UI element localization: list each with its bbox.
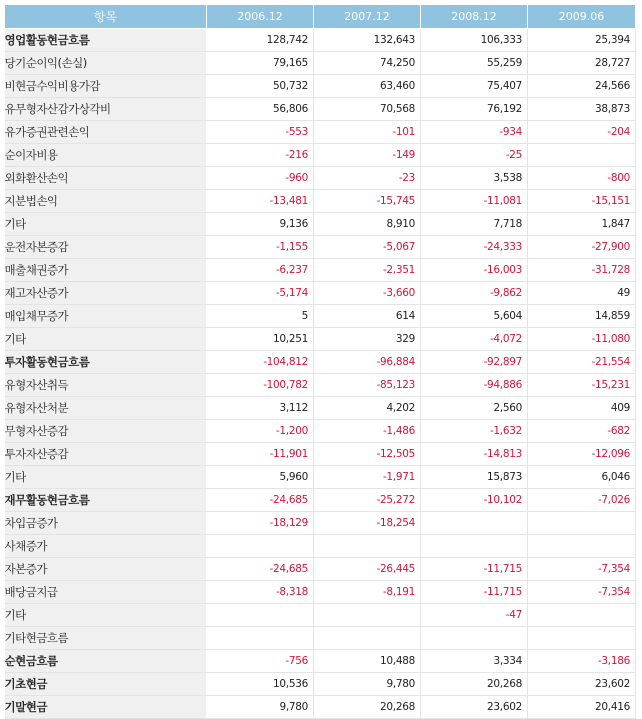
column-header-item: 항목	[5, 5, 207, 29]
value-cell: 5,960	[207, 466, 314, 489]
table-row	[5, 282, 636, 305]
value-cell: -149	[314, 144, 421, 167]
column-header-period: 2008.12	[421, 5, 528, 29]
value-cell: -13,481	[207, 190, 314, 213]
value-cell: 55,259	[421, 52, 528, 75]
value-cell: 23,602	[421, 696, 528, 719]
value-cell: -85,123	[314, 374, 421, 397]
table-body	[5, 29, 636, 719]
row-label: 당기순이익(손실)	[5, 52, 207, 75]
value-cell: 5	[207, 305, 314, 328]
table-row	[5, 420, 636, 443]
value-cell: -12,505	[314, 443, 421, 466]
value-cell: -27,900	[528, 236, 636, 259]
table-row	[5, 351, 636, 374]
table-row	[5, 604, 636, 627]
value-cell: 25,394	[528, 29, 636, 52]
table-row	[5, 213, 636, 236]
value-cell: 24,566	[528, 75, 636, 98]
value-cell: 1,847	[528, 213, 636, 236]
value-cell: 2,560	[421, 397, 528, 420]
table-row	[5, 98, 636, 121]
value-cell: 4,202	[314, 397, 421, 420]
value-cell: 49	[528, 282, 636, 305]
value-cell: -1,155	[207, 236, 314, 259]
value-cell	[314, 535, 421, 558]
value-cell: -1,486	[314, 420, 421, 443]
value-cell: -4,072	[421, 328, 528, 351]
value-cell: -7,026	[528, 489, 636, 512]
value-cell	[528, 144, 636, 167]
row-label: 재고자산증가	[5, 282, 207, 305]
table-row	[5, 443, 636, 466]
value-cell: -24,685	[207, 558, 314, 581]
row-label: 매입채무증가	[5, 305, 207, 328]
value-cell: -25	[421, 144, 528, 167]
row-label: 재무활동현금흐름	[5, 489, 207, 512]
value-cell	[528, 627, 636, 650]
value-cell: -6,237	[207, 259, 314, 282]
value-cell: 50,732	[207, 75, 314, 98]
table-row	[5, 696, 636, 719]
value-cell: 20,268	[421, 673, 528, 696]
table-row	[5, 305, 636, 328]
value-cell: -26,445	[314, 558, 421, 581]
value-cell	[314, 604, 421, 627]
row-label: 유형자산처분	[5, 397, 207, 420]
table-row	[5, 512, 636, 535]
row-label: 기타	[5, 466, 207, 489]
cash-flow-table	[4, 4, 636, 719]
value-cell: -8,318	[207, 581, 314, 604]
value-cell	[207, 604, 314, 627]
value-cell: -9,862	[421, 282, 528, 305]
value-cell: 70,568	[314, 98, 421, 121]
value-cell: 329	[314, 328, 421, 351]
value-cell: 6,046	[528, 466, 636, 489]
row-label: 운전자본증감	[5, 236, 207, 259]
row-label: 기타	[5, 604, 207, 627]
value-cell: 28,727	[528, 52, 636, 75]
value-cell: -11,080	[528, 328, 636, 351]
value-cell: 8,910	[314, 213, 421, 236]
value-cell: 9,780	[314, 673, 421, 696]
table-row	[5, 397, 636, 420]
value-cell: 132,643	[314, 29, 421, 52]
value-cell: -15,151	[528, 190, 636, 213]
value-cell: -934	[421, 121, 528, 144]
value-cell: 9,136	[207, 213, 314, 236]
value-cell: -800	[528, 167, 636, 190]
value-cell: 128,742	[207, 29, 314, 52]
value-cell: -11,081	[421, 190, 528, 213]
value-cell: -12,096	[528, 443, 636, 466]
value-cell	[207, 627, 314, 650]
row-label: 순현금흐름	[5, 650, 207, 673]
value-cell: -7,354	[528, 558, 636, 581]
value-cell: -10,102	[421, 489, 528, 512]
value-cell: 38,873	[528, 98, 636, 121]
value-cell: -7,354	[528, 581, 636, 604]
table-row	[5, 52, 636, 75]
value-cell: -756	[207, 650, 314, 673]
table-row	[5, 535, 636, 558]
row-label: 유가증권관련손익	[5, 121, 207, 144]
value-cell: 79,165	[207, 52, 314, 75]
value-cell: -31,728	[528, 259, 636, 282]
value-cell: -21,554	[528, 351, 636, 374]
value-cell: -5,067	[314, 236, 421, 259]
table-row	[5, 144, 636, 167]
value-cell: -16,003	[421, 259, 528, 282]
row-label: 기타	[5, 213, 207, 236]
value-cell: -47	[421, 604, 528, 627]
table-row	[5, 466, 636, 489]
table-row	[5, 581, 636, 604]
row-label: 배당금지급	[5, 581, 207, 604]
value-cell	[528, 535, 636, 558]
row-label: 매출채권증가	[5, 259, 207, 282]
value-cell: -553	[207, 121, 314, 144]
row-label: 무형자산증감	[5, 420, 207, 443]
value-cell: -682	[528, 420, 636, 443]
row-label: 순이자비용	[5, 144, 207, 167]
value-cell: -960	[207, 167, 314, 190]
value-cell: 106,333	[421, 29, 528, 52]
value-cell: 5,604	[421, 305, 528, 328]
value-cell: -96,884	[314, 351, 421, 374]
value-cell: 20,416	[528, 696, 636, 719]
value-cell: -216	[207, 144, 314, 167]
value-cell: 23,602	[528, 673, 636, 696]
row-label: 지분법손익	[5, 190, 207, 213]
row-label: 사채증가	[5, 535, 207, 558]
table-row	[5, 650, 636, 673]
value-cell: 14,859	[528, 305, 636, 328]
value-cell: -204	[528, 121, 636, 144]
value-cell: -100,782	[207, 374, 314, 397]
value-cell: -104,812	[207, 351, 314, 374]
row-label: 영업활동현금흐름	[5, 29, 207, 52]
table-row	[5, 558, 636, 581]
value-cell: -3,660	[314, 282, 421, 305]
value-cell	[421, 512, 528, 535]
table-row	[5, 236, 636, 259]
value-cell: -24,333	[421, 236, 528, 259]
value-cell: 10,536	[207, 673, 314, 696]
value-cell: 15,873	[421, 466, 528, 489]
value-cell: -2,351	[314, 259, 421, 282]
value-cell: -1,200	[207, 420, 314, 443]
row-label: 기말현금	[5, 696, 207, 719]
value-cell: 9,780	[207, 696, 314, 719]
row-label: 유형자산취득	[5, 374, 207, 397]
table-row	[5, 259, 636, 282]
column-header-period: 2009.06	[528, 5, 636, 29]
value-cell: 614	[314, 305, 421, 328]
table-row	[5, 167, 636, 190]
value-cell: 56,806	[207, 98, 314, 121]
value-cell	[421, 535, 528, 558]
value-cell: -3,186	[528, 650, 636, 673]
value-cell: 3,112	[207, 397, 314, 420]
table-row	[5, 673, 636, 696]
row-label: 외화환산손익	[5, 167, 207, 190]
value-cell: -24,685	[207, 489, 314, 512]
row-label: 유무형자산감가상각비	[5, 98, 207, 121]
row-label: 자본증가	[5, 558, 207, 581]
value-cell: 10,251	[207, 328, 314, 351]
row-label: 비현금수익비용가감	[5, 75, 207, 98]
table-row	[5, 328, 636, 351]
row-label: 기타	[5, 328, 207, 351]
table-row	[5, 121, 636, 144]
table-row	[5, 489, 636, 512]
value-cell: -8,191	[314, 581, 421, 604]
value-cell: 7,718	[421, 213, 528, 236]
row-label: 투자자산증감	[5, 443, 207, 466]
row-label: 차입금증가	[5, 512, 207, 535]
row-label: 투자활동현금흐름	[5, 351, 207, 374]
value-cell: -1,632	[421, 420, 528, 443]
value-cell: -18,254	[314, 512, 421, 535]
value-cell: -15,231	[528, 374, 636, 397]
value-cell: 74,250	[314, 52, 421, 75]
value-cell: -11,715	[421, 558, 528, 581]
value-cell: 3,538	[421, 167, 528, 190]
table-row	[5, 29, 636, 52]
value-cell: 3,334	[421, 650, 528, 673]
value-cell: -5,174	[207, 282, 314, 305]
value-cell: 63,460	[314, 75, 421, 98]
value-cell: -101	[314, 121, 421, 144]
value-cell	[314, 627, 421, 650]
column-header-period: 2006.12	[207, 5, 314, 29]
table-header-row	[5, 5, 636, 29]
table-row	[5, 374, 636, 397]
table-row	[5, 627, 636, 650]
value-cell: 76,192	[421, 98, 528, 121]
value-cell: -1,971	[314, 466, 421, 489]
value-cell	[528, 512, 636, 535]
value-cell: -25,272	[314, 489, 421, 512]
value-cell: 10,488	[314, 650, 421, 673]
value-cell: 75,407	[421, 75, 528, 98]
value-cell: -94,886	[421, 374, 528, 397]
value-cell	[528, 604, 636, 627]
value-cell: -92,897	[421, 351, 528, 374]
value-cell: -18,129	[207, 512, 314, 535]
row-label: 기타현금흐름	[5, 627, 207, 650]
value-cell: -11,715	[421, 581, 528, 604]
value-cell: -23	[314, 167, 421, 190]
value-cell: 409	[528, 397, 636, 420]
value-cell: -11,901	[207, 443, 314, 466]
value-cell: -14,813	[421, 443, 528, 466]
value-cell: 20,268	[314, 696, 421, 719]
row-label: 기초현금	[5, 673, 207, 696]
value-cell	[207, 535, 314, 558]
value-cell: -15,745	[314, 190, 421, 213]
table-row	[5, 75, 636, 98]
value-cell	[421, 627, 528, 650]
column-header-period: 2007.12	[314, 5, 421, 29]
table-row	[5, 190, 636, 213]
